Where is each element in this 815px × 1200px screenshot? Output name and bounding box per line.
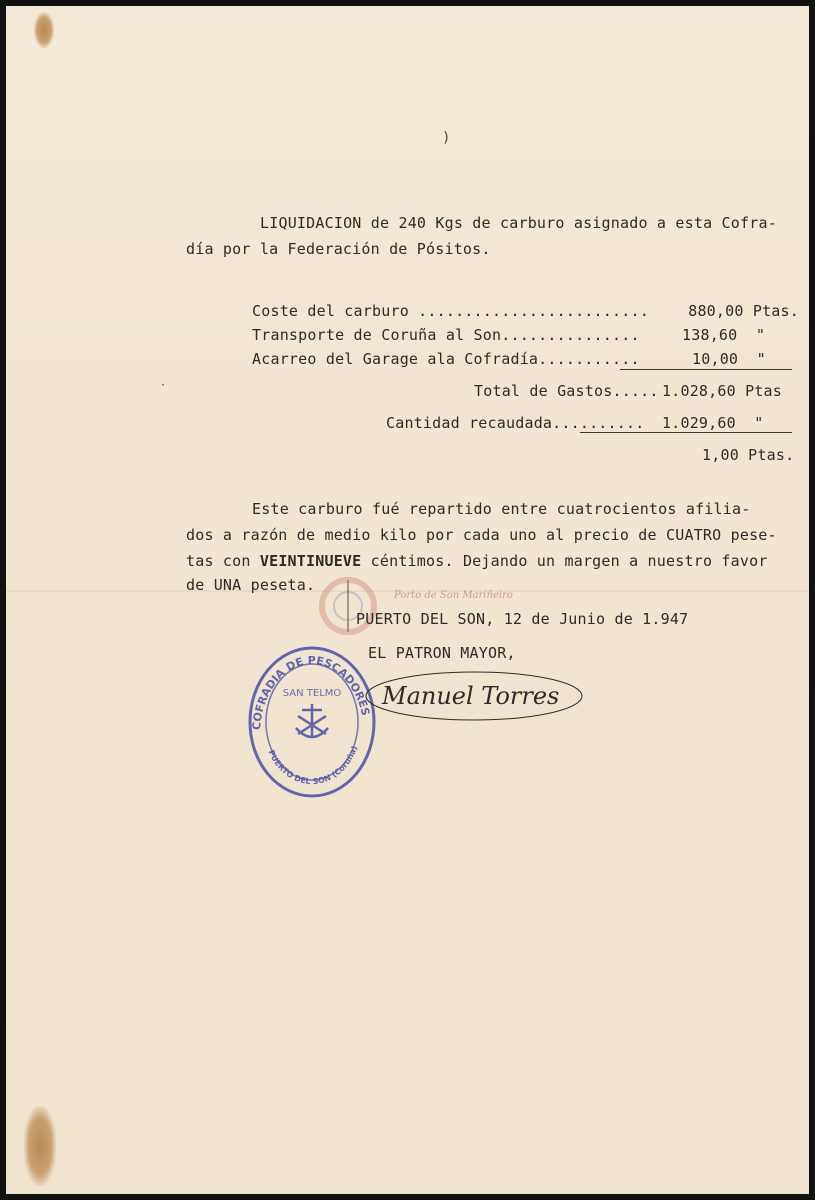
collected-underline bbox=[580, 432, 792, 433]
anchor-stamp-icon bbox=[242, 642, 382, 802]
expense-amount-1: 880,00 Ptas. bbox=[688, 302, 799, 320]
expense-amount-3: 10,00 " bbox=[692, 350, 766, 368]
body-line-3-pre: tas con bbox=[186, 552, 260, 570]
body-line-3-bold: VEINTINUEVE bbox=[259, 552, 362, 570]
total-amount: 1.028,60 Ptas bbox=[662, 382, 782, 400]
stamp-bottom-text: PUERTO DEL SON (Coruña) bbox=[266, 744, 360, 787]
archive-watermark-stamp bbox=[312, 566, 512, 650]
expense-label-2: Transporte de Coruña al Son............... bbox=[252, 326, 640, 344]
collected-label: Cantidad recaudada.......... bbox=[386, 414, 645, 432]
body-line-2: dos a razón de medio kilo por cada uno al precio de CUATRO pese- bbox=[186, 526, 777, 544]
collected-amount: 1.029,60 " bbox=[662, 414, 764, 432]
signature-flourish-icon bbox=[362, 664, 592, 734]
svg-text:PUERTO DEL SON (Coruña) bbox=[267, 745, 360, 786]
signature-text: Manuel Torres bbox=[382, 682, 560, 710]
rust-stain-bottom bbox=[24, 1106, 56, 1186]
stamp-middle-text: SAN TELMO bbox=[282, 688, 342, 699]
paper-tear-top bbox=[34, 12, 54, 48]
pencil-mark: ) bbox=[442, 130, 451, 146]
stamp-top-text: COFRADIA DE PESCADORES bbox=[250, 653, 373, 731]
heading-line-1: LIQUIDACION de 240 Kgs de carburo asignado a esta Cofra- bbox=[260, 214, 777, 232]
signatory-role: EL PATRON MAYOR, bbox=[368, 644, 516, 662]
dot-mark: · bbox=[160, 380, 167, 391]
document-page bbox=[6, 6, 809, 1194]
watermark-text: Porto de Son Mariñeiro bbox=[394, 590, 513, 601]
cofradia-stamp bbox=[242, 642, 382, 806]
difference-amount: 1,00 Ptas. bbox=[702, 446, 795, 464]
place-date: PUERTO DEL SON, 12 de Junio de 1.947 bbox=[356, 610, 689, 628]
expense-label-1: Coste del carburo ......................... bbox=[252, 302, 649, 320]
subtotal-underline bbox=[620, 369, 792, 370]
lifebuoy-icon bbox=[312, 566, 512, 646]
body-line-3-post: céntimos. Dejando un margen a nuestro favor bbox=[361, 552, 768, 570]
body-line-1: Este carburo fué repartido entre cuatrocientos afilia- bbox=[252, 500, 751, 518]
total-label: Total de Gastos..... bbox=[474, 382, 659, 400]
body-line-4: de UNA peseta. bbox=[186, 576, 316, 594]
expense-amount-2: 138,60 " bbox=[682, 326, 766, 344]
expense-label-3: Acarreo del Garage ala Cofradía........... bbox=[252, 350, 640, 368]
heading-line-2: día por la Federación de Pósitos. bbox=[186, 240, 491, 258]
signature bbox=[362, 664, 592, 738]
